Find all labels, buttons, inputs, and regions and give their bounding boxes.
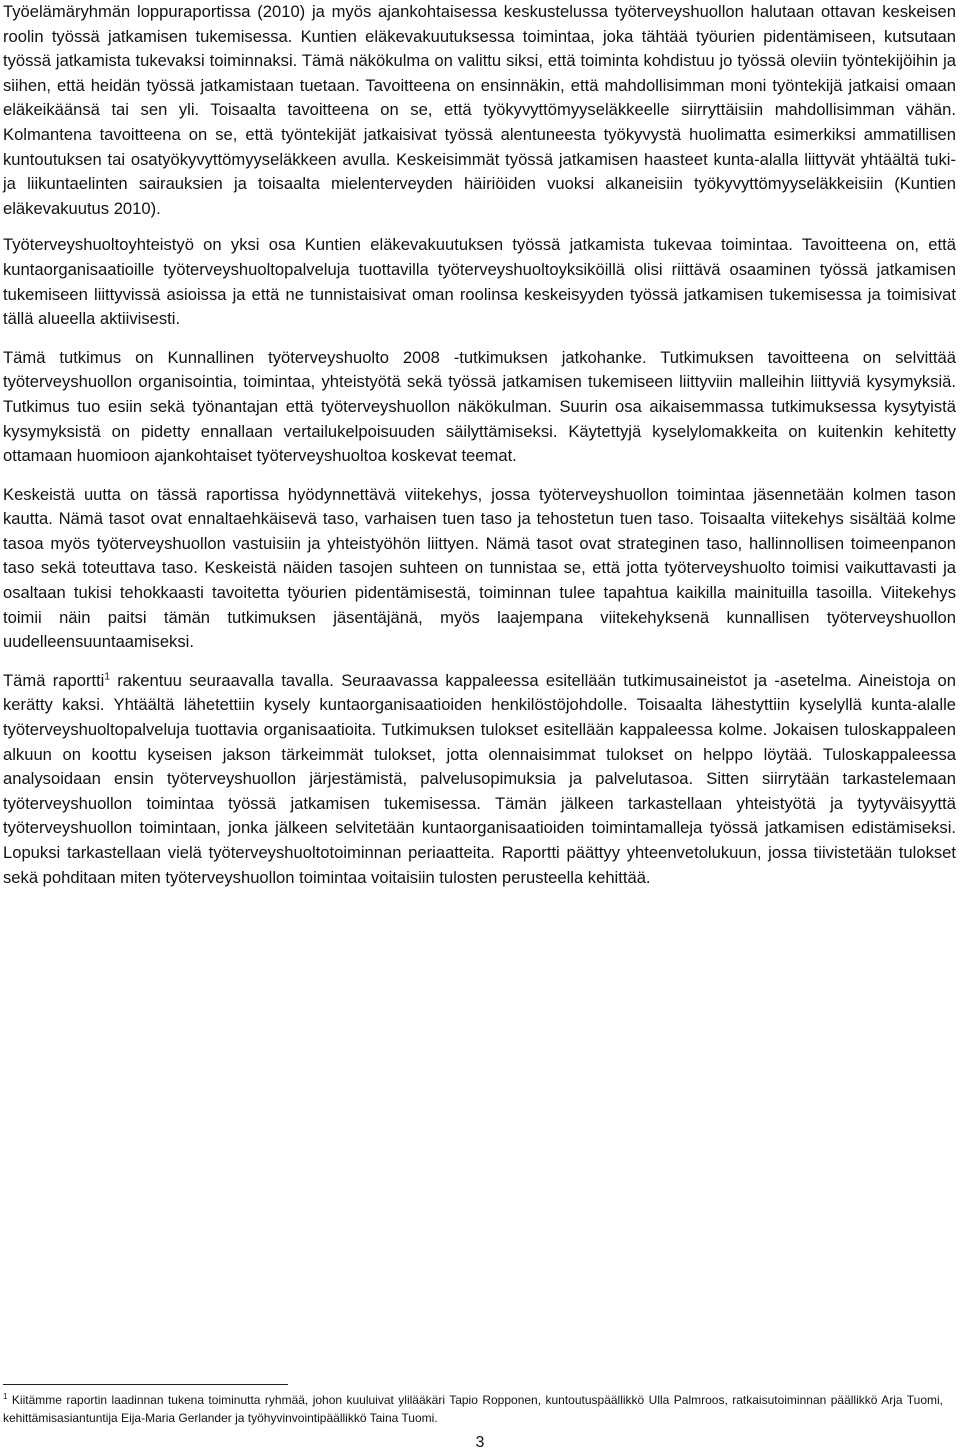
paragraph-5	[3, 669, 956, 890]
footnote-divider	[3, 1384, 288, 1385]
footnote-reference[interactable]: 1	[104, 671, 110, 683]
paragraph-5-body: rakentuu seuraavalla tavalla. Seuraavassa kappaleessa esitellään tutkimusaineistot ja -asetelma. Aineistoja on kerätty kaksi. Yhtäältä lähetettiin kysely kuntaorganisaatioiden henkilöstöjohdolle. Toisaalta lähestyttiin kyselyllä kunta-alalle työterveyshuoltopalveluja tuottavia organisaatioita. Tutkimuksen tulokset esitellään kappaleessa kolme. Jokaisen tuloskappaleen alkuun on koottu kyseisen jakson tärkeimmät tulokset, jotta olennaisimmat tulokset on helppo löytää. Tuloskappaleessa analysoidaan ensin työterveyshuollon järjestämistä, palvelusopimuksia ja palvelutasoa. Sitten siirrytään tarkastelemaan työterveyshuollon toimintaa työssä jatkamisen tukemisessa. Tämän jälkeen tarkastellaan yhteistyötä ja tyytyväisyyttä työterveyshuollon toimintaan, jonka jälkeen selvitetään kuntaorganisaatioiden toimintamalleja työssä jatkamisen edistämiseksi. Lopuksi tarkastellaan vielä työterveyshuoltotoiminnan periaatteita. Raportti päättyy yhteenvetolukuun, jossa tiivistetään tulokset sekä pohditaan miten työterveyshuollon toimintaa voitaisiin tulosten perusteella kehittää.	[3, 670, 956, 887]
paragraph-2: Työterveyshuoltoyhteistyö on yksi osa Kuntien eläkevakuutuksen työssä jatkamista tukevaa toimintaa. Tavoitteena on, että kuntaorganisaatioille työterveyshuoltopalveluja tuottavilla työterveyshuoltoyksiköillä olisi riittävä osaaminen työssä jatkamisen tukemiseen liittyvissä asioissa ja että ne tunnistaisivat oman roolinsa keskeisyyden työssä jatkamisen tukemisessa ja toimisivat tällä alueella aktiivisesti.	[3, 235, 956, 329]
page-number: 3	[475, 1434, 485, 1451]
paragraph-5-lead: Tämä raportti	[3, 670, 105, 690]
paragraph-4: Keskeistä uutta on tässä raportissa hyödynnettävä viitekehys, jossa työterveyshuollon toimintaa jäsennetään kolmen tason kautta. Nämä tasot ovat ennaltaehkäisevä taso, varhaisen tuen taso ja tehostetun tuen taso. Toisaalta viitekehys sisältää kolme tasoa myös työterveyshuollon vastuisiin ja yhteistyöhön liittyen. Nämä tasot ovat strateginen taso, hallinnollisen toimeenpanon taso sekä toteuttava taso. Keskeistä näiden tasojen suhteen on tunnistaa se, että jotta työterveyshuolto toimisi vaikuttavasti ja osaltaan tukisi tehokkaasti tavoitetta työurien pidentämisestä, toiminnan tulee tapahtua kaikilla mainituilla tasoilla. Viitekehys toimii näin paitsi tämän tutkimuksen jäsentäjänä, myös laajempana viitekehyksenä kunnallisen työterveyshuollon uudelleensuuntaamiseksi.	[3, 484, 956, 652]
paragraph-3: Tämä tutkimus on Kunnallinen työterveyshuolto 2008 -tutkimuksen jatkohanke. Tutkimuksen tavoitteena on selvittää työterveyshuollon organisointia, toimintaa, yhteistyötä sekä työssä jatkamisen tukemiseen liittyviin malleihin liittyviä kysymyksiä. Tutkimus tuo esiin sekä työnantajan että työterveyshuollon näkökulman. Suurin osa aikaisemmassa tutkimuksessa kysytyistä kysymyksistä on pidetty ennallaan vertailukelpoisuuden säilyttämiseksi. Käytettyjä kyselylomakkeita on kuitenkin kehitetty ottamaan huomioon ajankohtaiset työterveyshuoltoa koskevat teemat.	[3, 347, 956, 466]
document-page	[3, 0, 956, 890]
paragraph-1: Työelämäryhmän loppuraportissa (2010) ja myös ajankohtaisessa keskustelussa työterveyshuollon halutaan ottavan keskeisen roolin työssä jatkamisen tukemisessa. Kuntien eläkevakuutuksessa toimintaa, joka tähtää työurien pidentämiseen, kutsutaan työssä jatkamista tukevaksi toiminnaksi. Tämä näkökulma on valittu siksi, että toiminta kohdistuu jo työssä oleviin työntekijöihin ja siihen, että heidän työssä jatkamistaan tuetaan. Tavoitteena on ensinnäkin, että mahdollisimman moni työntekijä jatkaisi omaan eläkeikäänsä tai sen yli. Toisaalta tavoitteena on se, että työkyvyttömyyseläkkeelle siirryttäisiin mahdollisimman vähän. Kolmantena tavoitteena on se, että työntekijät jatkaisivat työssä alentuneesta työkyvystä huolimatta esimerkiksi ammatillisen kuntoutuksen tai osatyökyvyttömyyseläkkeen avulla. Keskeisimmät työssä jatkamisen haasteet kunta-alalla liittyvät yhtäältä tuki- ja liikuntaelinten sairauksien ja toisaalta mielenterveyden häiriöiden vuoksi alkaneisiin työkyvyttömyyseläkkeisiin (Kuntien eläkevakuutus 2010).	[3, 2, 956, 218]
footnote-text: Kiitämme raportin laadinnan tukena toiminutta ryhmää, johon kuuluivat ylilääkäri Tapio Ropponen, kuntoutuspäällikkö Ulla Palmroos, ratkaisutoiminnan päällikkö Arja Tuomi, kehittämisasiantuntija Eija-Maria Gerlander ja työhyvinvointipäällikkö Taina Tuomi.	[3, 1393, 943, 1425]
footnote	[3, 1391, 943, 1427]
footnote-marker: 1	[3, 1392, 8, 1401]
